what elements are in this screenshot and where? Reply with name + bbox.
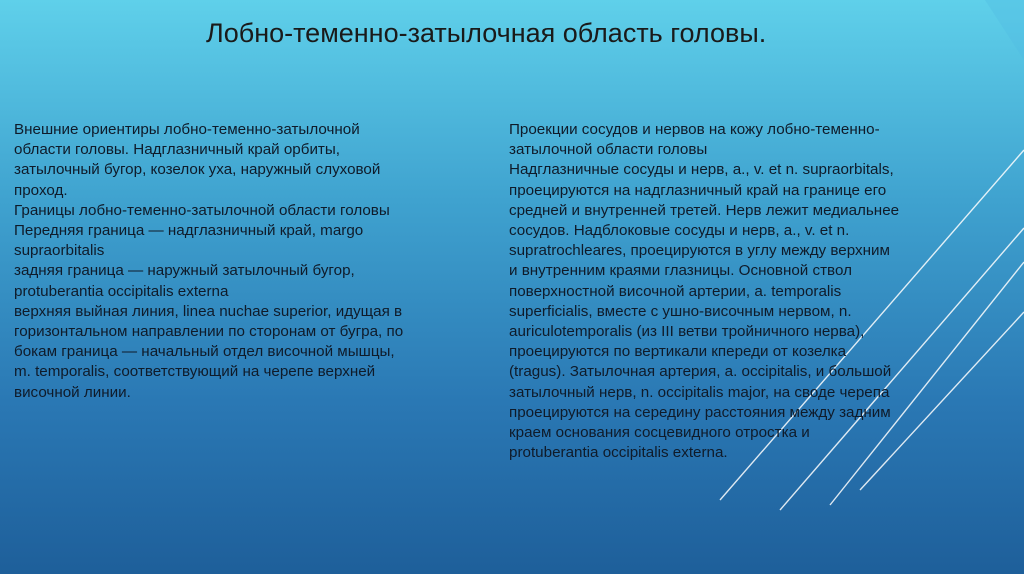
text-line: Проекции сосудов и нервов на кожу лобно-теменно- [509,121,880,138]
text-line: auriculotemporalis (из III ветви тройничного нерва), [509,323,865,341]
text-line: protuberantia occipitalis externa [14,282,229,300]
text-line: области головы. Надглазничный край орбиты, [14,141,341,159]
text-line: superficialis, вместе с ушно-височным нервом, n. [509,302,852,320]
text-line: средней и внутренней третей. Нерв лежит медиальнее [509,201,900,219]
text-line: проход. [14,181,68,199]
text-line: Внешние ориентиры лобно-теменно-затылочной [14,121,360,138]
text-line: supratrochleares, проецируются в углу между верхним [509,242,890,260]
text-line: Надглазничные сосуды и нерв, a., v. et n. supraorbitals, [509,161,894,179]
text-line: поверхностной височной артерии, a. temporalis [509,282,842,300]
text-line: задняя граница — наружный затылочный бугор, [14,262,355,280]
text-line: и внутренним краями глазницы. Основной ствол [509,262,852,280]
slide-title: Лобно-теменно-затылочная область головы. [206,18,767,48]
text-line: сосудов. Надблоковые сосуды и нерв, a., v. et n. [509,222,850,240]
text-line: Границы лобно-теменно-затылочной области головы [14,201,390,219]
right-column [509,120,1003,463]
text-line: затылочный бугор, козелок уха, наружный слуховой [14,161,381,179]
text-line: горизонтальном направлении по сторонам от бугра, по [14,323,404,341]
text-line: височной линии. [14,383,131,401]
text-line: supraorbitalis [14,242,105,260]
text-line: краем основания сосцевидного отростка и [509,424,810,442]
text-line: Передняя граница — надглазничный край, margo [14,222,364,240]
text-line: (tragus). Затылочная артерия, a. occipitalis, и большой [509,363,892,381]
text-line: проецируются по вертикали кпереди от козелка [509,343,847,361]
text-line: protuberantia occipitalis externa. [509,444,728,462]
text-line: затылочной области головы [509,141,708,159]
text-line: бокам граница — начальный отдел височной мышцы, [14,343,395,361]
text-line: верхняя выйная линия, linea nuchae superior, идущая в [14,302,403,320]
text-line: проецируются на середину расстояния между задним [509,403,891,421]
text-line: m. temporalis, соответствующий на черепе верхней [14,363,376,381]
text-line: затылочный нерв, n. occipitalis major, на своде черепа [509,383,890,401]
text-line: проецируются на надглазничный край на границе его [509,181,887,199]
left-column [14,120,502,403]
